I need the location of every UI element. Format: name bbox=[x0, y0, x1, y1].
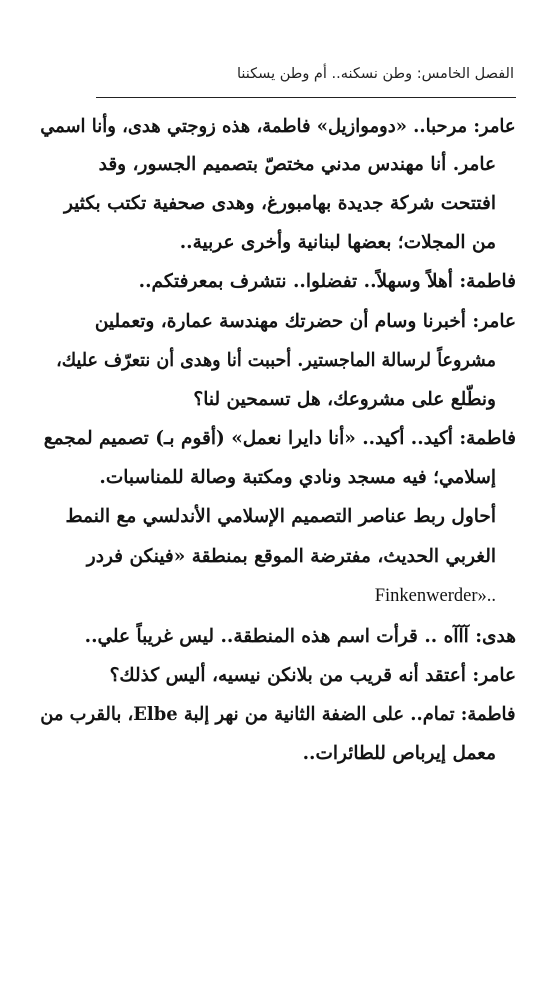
text-line: ونطّلع على مشروعك، هل تسمحين لنا؟ bbox=[193, 389, 496, 410]
text-line: فاطمة: أكيد.. أكيد.. «أنا دايرا نعمل» (أقوم بـ) تصميم لمجمع bbox=[43, 428, 516, 449]
text-line: إسلامي؛ فيه مسجد ونادي ومكتبة وصالة للمناسبات. bbox=[99, 467, 496, 488]
text-line: مشروعاً لرسالة الماجستير. أحببت أنا وهدى أن نتعرّف عليك، bbox=[56, 350, 496, 371]
text-line: عامر: أخبرنا وسام أن حضرتك مهندسة عمارة، وتعملين bbox=[94, 311, 516, 332]
text-line: افتتحت شركة جديدة بهامبورغ، وهدى صحفية تكتب بكثير bbox=[63, 193, 496, 214]
text-line: عامر. أنا مهندس مدني مختصّ بتصميم الجسور، وقد bbox=[98, 154, 496, 175]
running-header: الفصل الخامس: وطن نسكنه.. أم وطن يسكننا bbox=[236, 66, 514, 82]
text-line: عامر: أعتقد أنه قريب من بلانكن نيسيه، أليس كذلك؟ bbox=[109, 665, 516, 686]
text-line: هدى: آآآه .. قرأت اسم هذه المنطقة.. ليس غريباً علي.. bbox=[84, 626, 516, 647]
text-line: عامر: مرحبا.. «دوموازيل» فاطمة، هذه زوجتي هدى، وأنا اسمي bbox=[40, 116, 516, 137]
text-line: معمل إيرباص للطائرات.. bbox=[302, 743, 496, 764]
text-line: من المجلات؛ بعضها لبنانية وأخرى عربية.. bbox=[179, 232, 496, 253]
text-line: Finkenwerder».. bbox=[374, 586, 496, 606]
text-line: الغربي الحديث، مفترضة الموقع بمنطقة «فينكن فردر bbox=[86, 546, 496, 567]
text-line: فاطمة: أهلاً وسهلاً.. تفضلوا.. نتشرف بمعرفتكم.. bbox=[138, 271, 516, 292]
text-line: أحاول ربط عناصر التصميم الإسلامي الأندلسي مع النمط bbox=[65, 506, 496, 527]
text-line: فاطمة: تمام.. على الضفة الثانية من نهر إلبة Elbe، بالقرب من bbox=[40, 704, 516, 725]
